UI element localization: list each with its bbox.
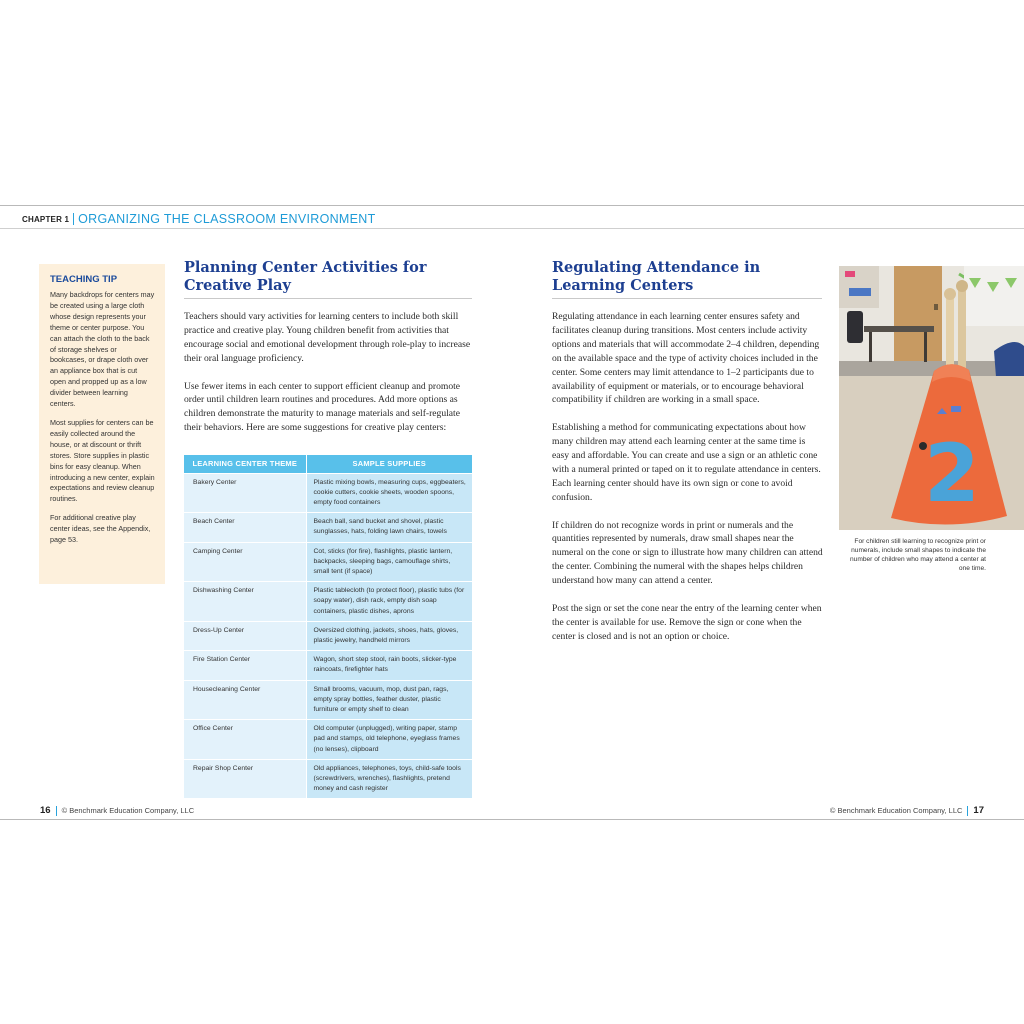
- header-rule-top: [0, 205, 1024, 206]
- teaching-tip-box: [39, 264, 165, 584]
- table-cell-theme: Beach Center: [184, 513, 306, 542]
- table-cell-supplies: Old computer (unplugged), writing paper, stamp pad and stamps, old telephone, eyeglass frames (no lenses), clipboard: [306, 720, 472, 760]
- learning-center-table: [184, 455, 472, 798]
- table-cell-theme: Dress-Up Center: [184, 621, 306, 650]
- table-cell-supplies: Beach ball, sand bucket and shovel, plastic sunglasses, hats, folding lawn chairs, towels: [306, 513, 472, 542]
- footer-separator: [56, 806, 57, 816]
- table-cell-supplies: Oversized clothing, jackets, shoes, hats, gloves, plastic jewelry, handheld mirrors: [306, 621, 472, 650]
- left-body-text: [184, 310, 474, 449]
- table-row: [184, 651, 472, 680]
- table-cell-supplies: Cot, sticks (for fire), flashlights, plastic lantern, backpacks, sleeping bags, camouflage shirts, small tent (if space): [306, 542, 472, 582]
- table-cell-supplies: Small brooms, vacuum, mop, dust pan, rags, empty spray bottles, feather duster, plastic furniture or empty shelf to clean: [306, 680, 472, 720]
- body-paragraph: Teachers should vary activities for learning centers to include both skill practice and creative play. Young children benefit from activities that encourage social and emotional development through role-play to increase their oral language proficiency.: [184, 311, 471, 364]
- table-cell-theme: Dishwashing Center: [184, 582, 306, 622]
- table-row: [184, 542, 472, 582]
- table-cell-theme: Camping Center: [184, 542, 306, 582]
- table-row: [184, 582, 472, 622]
- table-row: [184, 513, 472, 542]
- table-cell-theme: Bakery Center: [184, 473, 306, 513]
- photo-caption: For children still learning to recognize print or numerals, include small shapes to indicate the number of children who may attend a center at one time.: [850, 538, 986, 572]
- table-row: [184, 720, 472, 760]
- footer-rule: [0, 819, 1024, 820]
- body-paragraph: If children do not recognize words in print or numerals and the quantities represented by numerals, draw small shapes near the numeral on the cone or sign to illustrate how many children can attend the center. Combining the numeral with the shapes helps children understand how many can attend a center.: [552, 519, 823, 587]
- body-paragraph: Establishing a method for communicating expectations about how many children may attend each learning center at the same time is easy and affordable. You can create and use a sign or an athletic cone with a numeral printed or taped on it to regulate attendance in centers. Each learning center should have its own sign or cone to avoid confusion.: [552, 422, 821, 503]
- cone-numeral: 2: [924, 427, 980, 520]
- table-cell-theme: Fire Station Center: [184, 651, 306, 680]
- table-cell-supplies: Plastic mixing bowls, measuring cups, eggbeaters, cookie cutters, cookie sheets, wooden spoons, empty food containers: [306, 473, 472, 513]
- footer-separator: [967, 806, 968, 816]
- table-header-supplies: SAMPLE SUPPLIES: [306, 455, 472, 473]
- table-header-theme: LEARNING CENTER THEME: [184, 455, 306, 473]
- body-paragraph: Regulating attendance in each learning center ensures safety and facilitates cleanup during transitions. Most centers include activity options and materials that will accommodate 2–4 children, depending on the available space and the type of activity choices included in the center. Some centers may limit attendance to 1–2 participants due to availability of equipment or materials, or to encourage behavioral compatibility if children are working in a small space.: [552, 311, 820, 406]
- footer-left: [40, 805, 194, 816]
- page-number-left: 16: [40, 805, 51, 816]
- right-section-heading: Regulating Attendance in Learning Centers: [552, 259, 761, 294]
- cone-photo: [839, 266, 1024, 530]
- table-header-row: [184, 455, 472, 473]
- footer-right: [830, 805, 984, 816]
- teaching-tip-paragraph: Many backdrops for centers may be created using a large cloth whose design represents your theme or center purpose. You can attach the cloth to the back of storage shelves or bookcases, or drape cloth over an appliance box that is cut open and propped up as a low divider between learning centers.: [50, 290, 155, 409]
- table-cell-theme: Office Center: [184, 720, 306, 760]
- cone-photo-illustration: [839, 266, 1024, 530]
- table-cell-supplies: Old appliances, telephones, toys, child-safe tools (screwdrivers, wrenches), flashlights, pretend money and cash register: [306, 759, 472, 798]
- header-rule-bottom: [0, 228, 1024, 229]
- table-row: [184, 680, 472, 720]
- teaching-tip-paragraph: Most supplies for centers can be easily collected around the house, or at discount or thrift stores. Store supplies in plastic bins for easy cleanup. When introducing a new center, explain expectations and review cleanup routines.: [50, 417, 155, 504]
- chapter-header: [22, 210, 376, 228]
- footer-copyright-left: © Benchmark Education Company, LLC: [61, 806, 195, 815]
- table-cell-supplies: Wagon, short step stool, rain boots, slicker-type raincoats, firefighter hats: [306, 651, 472, 680]
- table-cell-supplies: Plastic tablecloth (to protect floor), plastic tubs (for soapy water), dish rack, empty dish soap containers, plastic dishes, aprons: [306, 582, 472, 622]
- page-number-right: 17: [973, 805, 984, 816]
- teaching-tip-paragraph: For additional creative play center ideas, see the Appendix, page 53.: [50, 513, 151, 545]
- chapter-separator: [73, 213, 74, 225]
- table-cell-theme: Housecleaning Center: [184, 680, 306, 720]
- table-cell-theme: Repair Shop Center: [184, 759, 306, 798]
- body-paragraph: Use fewer items in each center to support efficient cleanup and promote order until children learn routines and procedures. Add more options as children demonstrate the maturity to manage materials and self-regulate their behaviors. Here are some suggestions for creative play centers:: [184, 380, 461, 434]
- right-heading-rule: [552, 298, 822, 299]
- table-row: [184, 621, 472, 650]
- right-body-text: [552, 310, 824, 658]
- table-row: [184, 759, 472, 798]
- chapter-title: ORGANIZING THE CLASSROOM ENVIRONMENT: [78, 212, 376, 226]
- chapter-label: CHAPTER 1: [22, 214, 70, 224]
- teaching-tip-heading: TEACHING TIP: [50, 274, 118, 285]
- table-row: [184, 473, 472, 513]
- left-section-heading: Planning Center Activities for Creative Play: [184, 259, 427, 294]
- body-paragraph: Post the sign or set the cone near the entry of the learning center when the center is available for use. Remove the sign or cone when the center is closed and is not an option or choice.: [552, 602, 822, 642]
- left-heading-rule: [184, 298, 472, 299]
- footer-copyright-right: © Benchmark Education Company, LLC: [829, 806, 963, 815]
